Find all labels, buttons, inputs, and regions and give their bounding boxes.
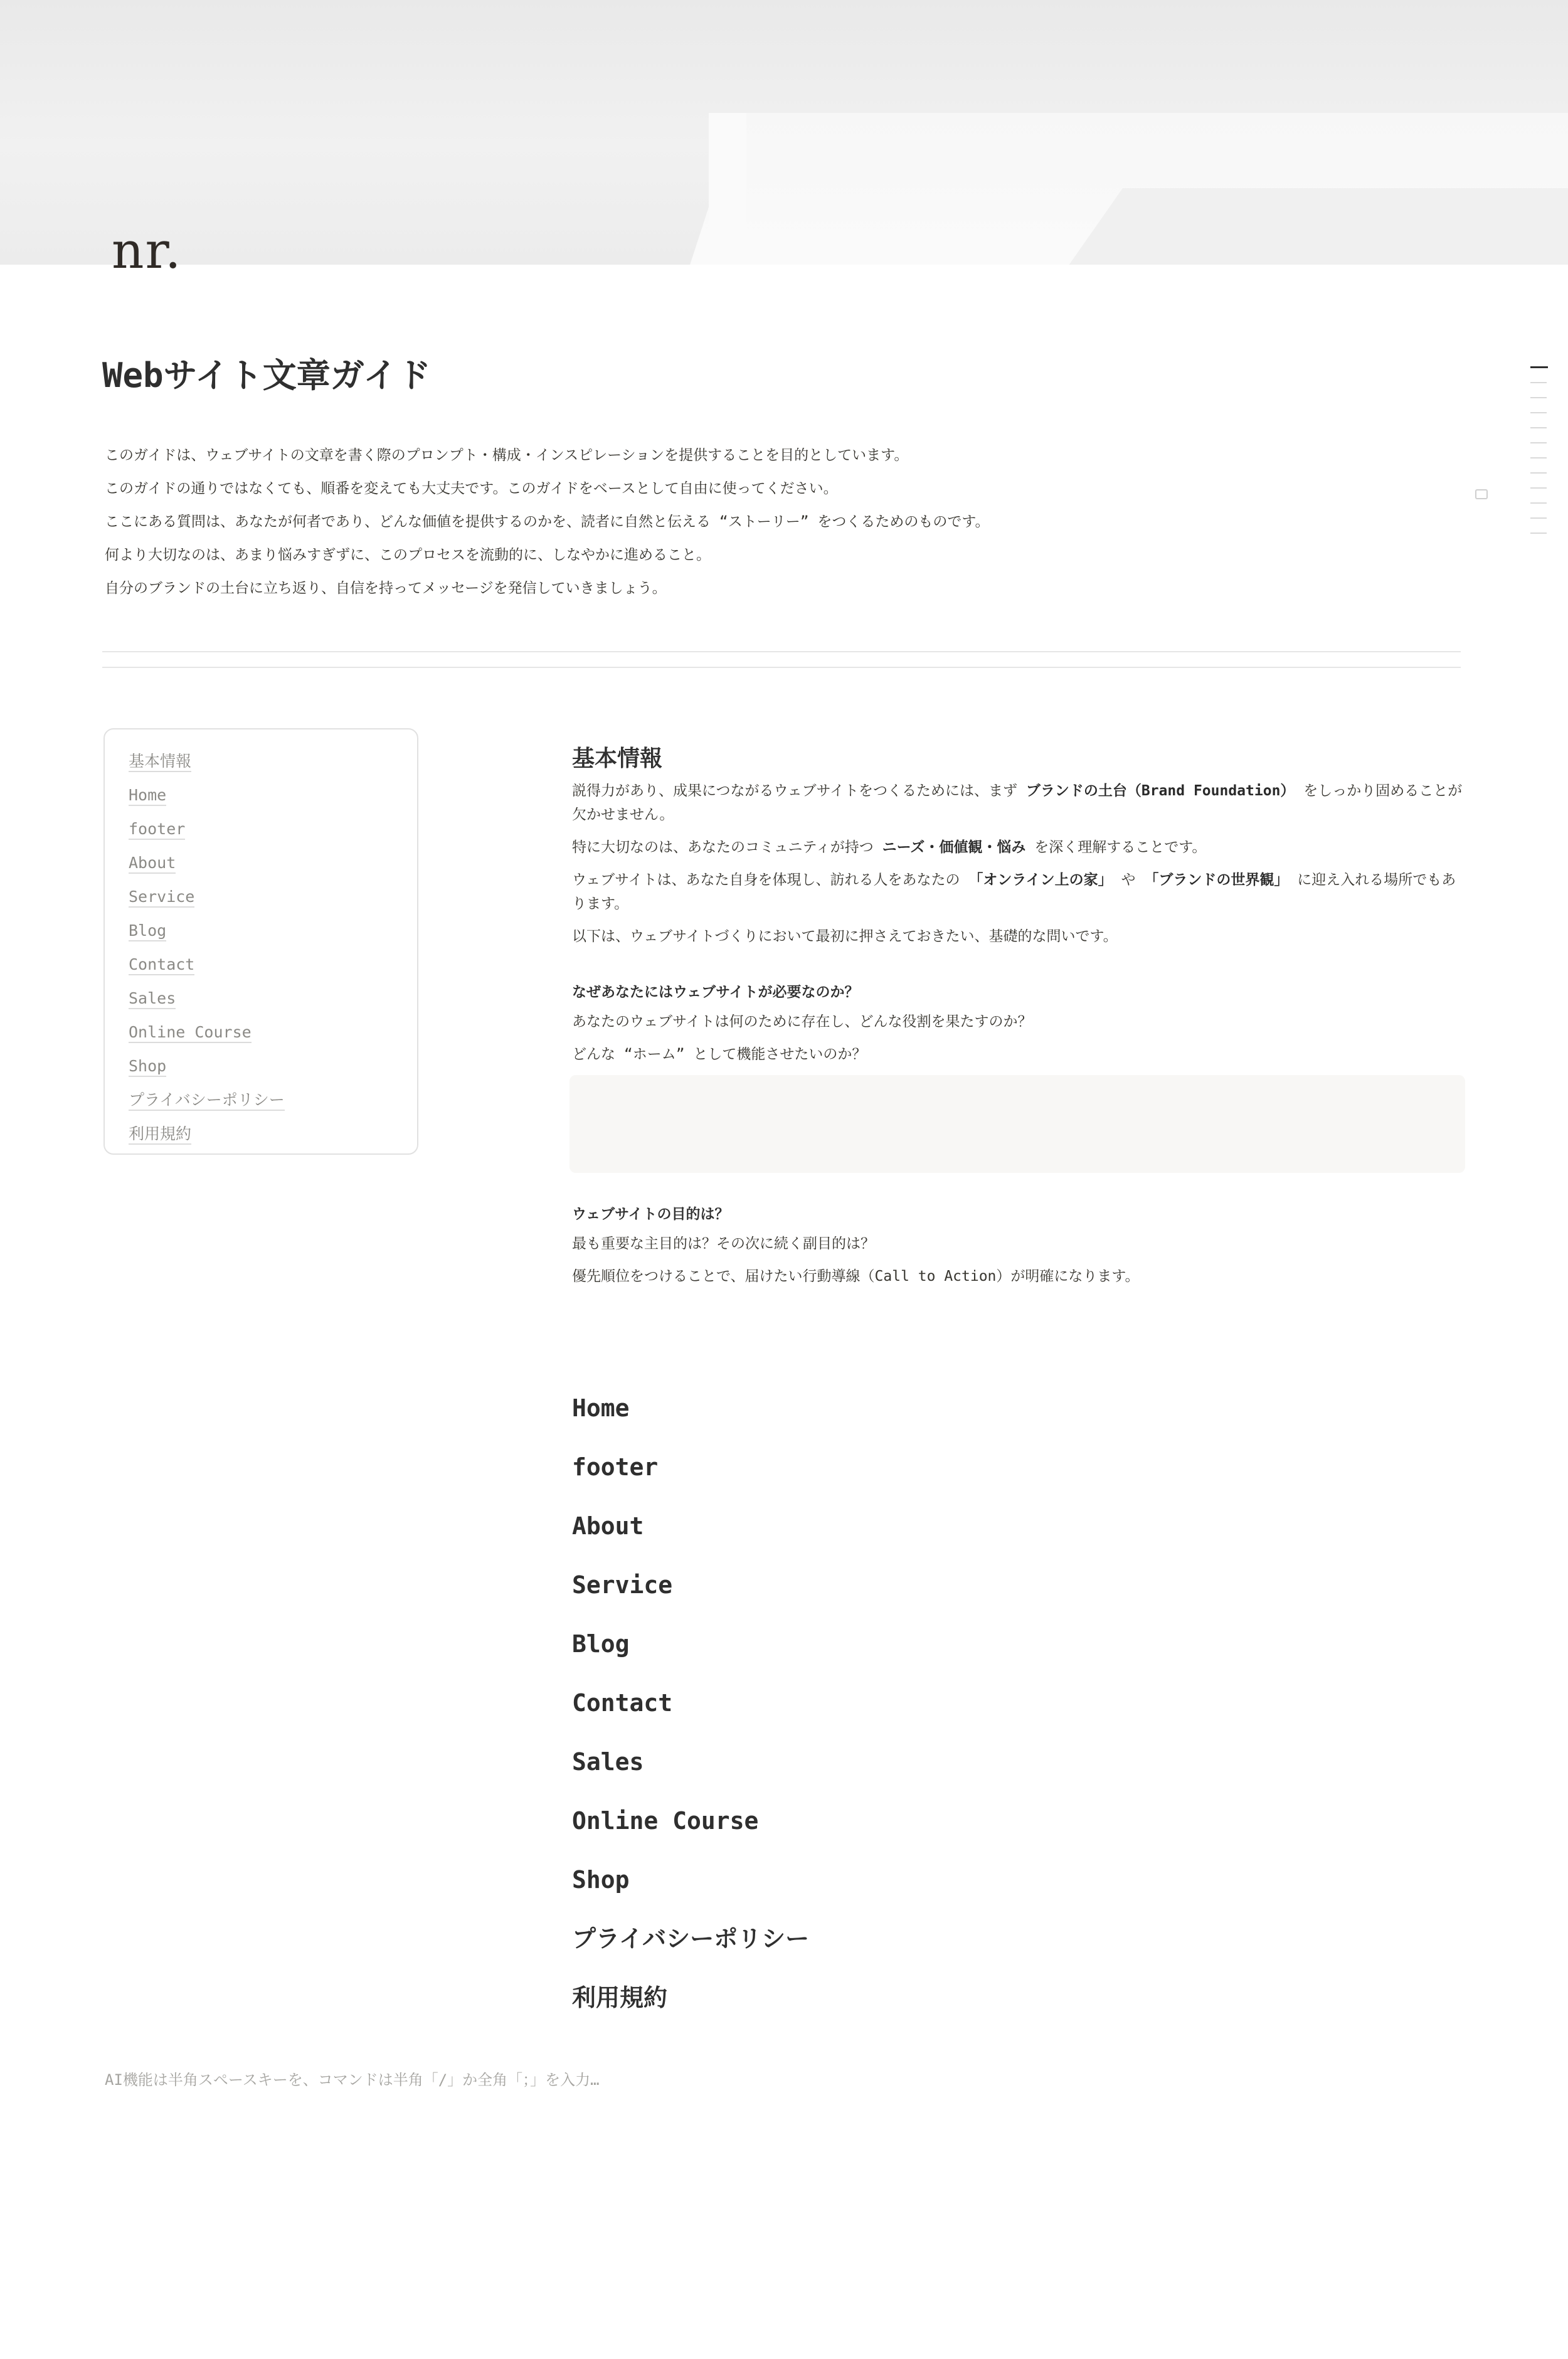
toc-link[interactable]: Home (129, 786, 166, 806)
paragraph[interactable]: どんな “ホーム” として機能させたいのか？ (572, 1046, 867, 1063)
section-heading[interactable]: footer (572, 1453, 659, 1481)
toc-rail-mark[interactable] (1530, 487, 1547, 489)
toc-link[interactable]: About (129, 854, 176, 874)
toc-link[interactable]: Sales (129, 989, 176, 1009)
paragraph[interactable]: 特に大切なのは、あなたのコミュニティが持つ ニーズ・価値観・悩み を深く理解することです。 (572, 839, 1207, 856)
comment-icon[interactable] (1475, 489, 1488, 499)
intro-line: 自分のブランドの土台に立ち返り、自信を持ってメッセージを発信していきましょう。 (105, 580, 667, 596)
toc-link[interactable]: Service (129, 888, 194, 908)
toc-rail-mark[interactable] (1530, 366, 1548, 368)
toc-link[interactable]: Contact (129, 955, 194, 975)
section-heading[interactable]: Online Course (572, 1807, 759, 1835)
toc-rail-mark[interactable] (1530, 427, 1547, 428)
section-heading[interactable]: Service (572, 1571, 673, 1599)
toc-rail-mark[interactable] (1530, 533, 1547, 534)
toc-link[interactable]: Online Course (129, 1023, 252, 1043)
section-heading-basics[interactable]: 基本情報 (572, 746, 663, 771)
section-heading[interactable]: Shop (572, 1866, 630, 1894)
question-heading[interactable]: ウェブサイトの目的は？ (572, 1206, 729, 1222)
section-heading[interactable]: Contact (572, 1689, 673, 1717)
toc-rail-mark[interactable] (1530, 397, 1547, 398)
section-heading[interactable]: Blog (572, 1630, 630, 1658)
paragraph[interactable]: 最も重要な主目的は？その次に続く副目的は？ (572, 1236, 875, 1252)
answer-callout-box[interactable] (569, 1075, 1465, 1173)
toc-link[interactable]: 基本情報 (129, 752, 191, 772)
divider (102, 667, 1461, 668)
question-heading[interactable]: なぜあなたにはウェブサイトが必要なのか？ (572, 984, 859, 1000)
paragraph[interactable]: 優先順位をつけることで、届けたい行動導線（Call to Action）が明確になります。 (572, 1268, 1140, 1285)
toc-link[interactable]: プライバシーポリシー (129, 1091, 285, 1111)
intro-line: このガイドは、ウェブサイトの文章を書く際のプロンプト・構成・インスピレーションを提供することを目的としています。 (105, 447, 909, 464)
page-icon-logo[interactable]: nr. (112, 221, 183, 280)
table-of-contents (103, 728, 418, 1155)
page-title[interactable]: Webサイト文章ガイド (102, 356, 432, 395)
toc-link[interactable]: Shop (129, 1057, 166, 1077)
section-headings (572, 1392, 809, 2041)
section-heading[interactable]: About (572, 1512, 644, 1540)
toc-rail-mark[interactable] (1530, 502, 1547, 504)
intro-line: このガイドの通りではなくても、順番を変えても大丈夫です。このガイドをベースとして自由に使ってください。 (105, 480, 838, 497)
intro-line: ここにある質問は、あなたが何者であり、どんな価値を提供するのかを、読者に自然と伝える “ストーリー” をつくるためのものです。 (105, 514, 990, 530)
toc-rail-mark[interactable] (1530, 472, 1547, 474)
editor-placeholder[interactable]: AI機能は半角スペースキーを、コマンドは半角「/」か全角「；」を入力… (105, 2071, 600, 2089)
paragraph[interactable]: 説得力があり、成果につながるウェブサイトをつくるためには、まず ブランドの土台（Brand Foundation） をしっかり固めることが欠かせません。 (572, 783, 1463, 823)
toc-rail-mark[interactable] (1530, 382, 1547, 383)
section-heading[interactable]: Sales (572, 1748, 644, 1776)
table-of-contents-rail[interactable] (1530, 366, 1549, 548)
paragraph[interactable]: ウェブサイトは、あなた自身を体現し、訪れる人をあなたの 「オンライン上の家」 や 「ブランドの世界観」 に迎え入れる場所でもあります。 (572, 872, 1456, 912)
toc-rail-mark[interactable] (1530, 517, 1547, 519)
section-heading[interactable]: プライバシーポリシー (572, 1925, 810, 1953)
toc-link[interactable]: footer (129, 820, 185, 840)
paragraph[interactable]: 以下は、ウェブサイトづくりにおいて最初に押さえておきたい、基礎的な問いです。 (572, 928, 1118, 945)
section-heading[interactable]: Home (572, 1394, 630, 1422)
toc-rail-mark[interactable] (1530, 412, 1547, 413)
toc-rail-mark[interactable] (1530, 457, 1547, 459)
paragraph[interactable]: あなたのウェブサイトは何のために存在し、どんな役割を果たすのか？ (572, 1014, 1032, 1030)
toc-link[interactable]: 利用規約 (129, 1125, 191, 1145)
intro-line: 何より大切なのは、あまり悩みすぎずに、このプロセスを流動的に、しなやかに進めること。 (105, 547, 711, 563)
toc-link[interactable]: Blog (129, 921, 166, 941)
section-heading[interactable]: 利用規約 (572, 1984, 668, 2012)
cover-image[interactable] (0, 0, 1568, 265)
intro-text (105, 447, 1171, 613)
cover-shape (709, 113, 746, 265)
toc-rail-mark[interactable] (1530, 442, 1547, 443)
divider (102, 651, 1461, 652)
cover-shape (1035, 188, 1568, 265)
main-content (572, 745, 1463, 1297)
